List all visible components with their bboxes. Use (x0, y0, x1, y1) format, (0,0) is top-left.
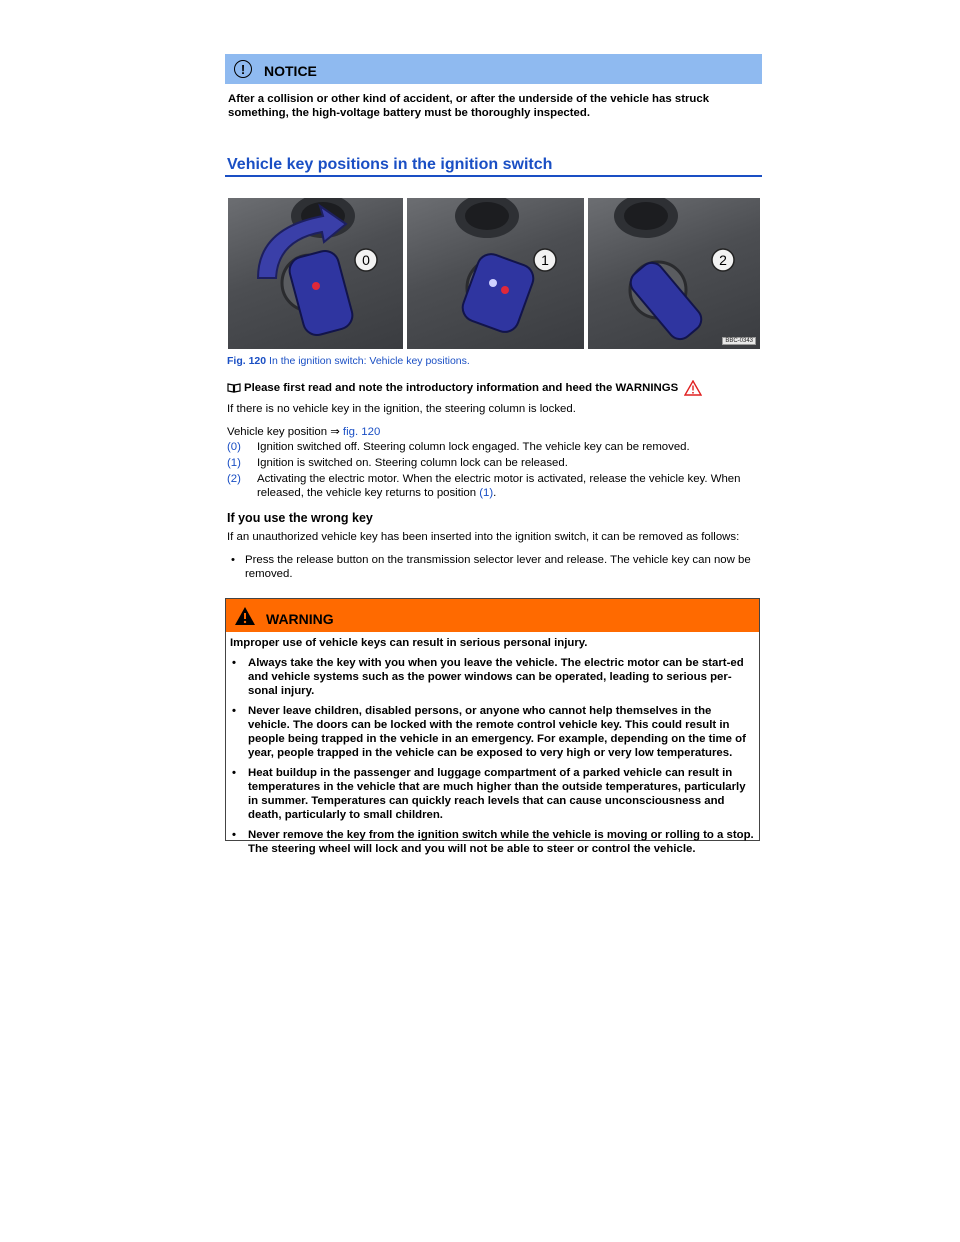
key-position-ref (227, 425, 380, 439)
notice-text: After a collision or other kind of accident, or after the underside of the vehicle has struck something, the high-voltage battery must be thoroughly inspected. (228, 93, 710, 119)
list-item-number: (2) (227, 473, 241, 485)
bullet-icon: • (232, 767, 236, 779)
warning-item (230, 828, 755, 856)
fig-120-link[interactable]: fig. 120 (339, 426, 381, 438)
key-position-prefix: Vehicle key position ⇒ (227, 426, 340, 438)
warning-item-text: Always take the key with you when you leave the vehicle. The electric motor can be start-ed and vehicle systems such as the power windows can be operated, leading to serious per-sonal injury. (248, 657, 744, 697)
warning-triangle-icon (234, 606, 256, 626)
bullet-icon: • (232, 657, 236, 669)
warning-triangle-icon[interactable] (684, 380, 702, 396)
warning-item-text: Heat buildup in the passenger and luggage compartment of a parked vehicle can result in temperatures in the vehicle that are much higher than the outside temperatures, particularly in summer. Temperatures can quickly reach levels that can cause unconsciousness and death, particularly to small children. (248, 767, 746, 821)
key-position-list (227, 440, 757, 502)
bullet-icon: • (231, 554, 235, 566)
list-item (227, 440, 757, 454)
list-item-text-suffix: . (493, 487, 497, 499)
figure-code: BBC-0343 (722, 337, 756, 345)
exclamation-circle-icon: ! (234, 60, 252, 78)
bullet-icon: • (232, 829, 236, 841)
list-item-text (257, 472, 757, 500)
wrong-key-bullet (227, 553, 759, 581)
bullet-icon: • (232, 705, 236, 717)
warning-box (225, 598, 760, 855)
panel-1-label: 1 (541, 252, 549, 268)
notice-title: NOTICE (264, 63, 317, 79)
list-item (227, 472, 757, 500)
list-item-text-main: Activating the electric motor. When the electric motor is activated, release the vehicle key. When released, the vehicle key returns to position (257, 473, 741, 499)
figure-panel-0 (228, 198, 403, 349)
section-divider (225, 175, 762, 177)
warning-item (230, 656, 755, 698)
wrong-key-bullet-text: Press the release button on the transmission selector lever and release. The vehicle key can now be removed. (245, 554, 751, 580)
list-item-text: Ignition switched off. Steering column lock engaged. The vehicle key can be removed. (257, 441, 690, 453)
panel-0-label: 0 (362, 252, 370, 268)
figure-panel-1 (407, 198, 584, 349)
figure-caption-text: In the ignition switch: Vehicle key positions. (266, 355, 470, 367)
warning-item-text: Never remove the key from the ignition switch while the vehicle is moving or rolling to a stop. The steering wheel will lock and you will not be able to steer or control the vehicle. (248, 829, 754, 855)
figure-panel-2 (588, 198, 760, 349)
figure-ignition-key-positions (228, 198, 760, 349)
figure-caption-number: Fig. 120 (227, 355, 267, 367)
warning-item (230, 766, 755, 822)
list-item-number: (1) (227, 457, 241, 469)
section-title: Vehicle key positions in the ignition switch (227, 156, 553, 173)
warning-body (226, 632, 759, 856)
figure-caption (227, 355, 470, 367)
notice-header (225, 54, 762, 84)
intro-line (227, 380, 702, 396)
position-1-link[interactable]: (1) (479, 487, 494, 499)
panel-2-label: 2 (719, 252, 727, 268)
wrong-key-heading: If you use the wrong key (227, 511, 373, 525)
warning-title: WARNING (266, 610, 334, 627)
warning-header (226, 599, 759, 632)
list-item-text: Ignition is switched on. Steering column lock can be released. (257, 457, 568, 469)
list-item (227, 456, 757, 470)
warning-item (230, 704, 755, 760)
list-item-number: (0) (227, 441, 241, 453)
book-icon (227, 383, 241, 393)
intro-text: Please first read and note the introductory information and heed the WARNINGS (244, 382, 679, 394)
steering-locked-text: If there is no vehicle key in the ignition, the steering column is locked. (227, 403, 576, 415)
warning-lead: Improper use of vehicle keys can result in serious personal injury. (230, 637, 588, 649)
wrong-key-text: If an unauthorized vehicle key has been inserted into the ignition switch, it can be removed as follows: (227, 531, 740, 543)
warning-item-text: Never leave children, disabled persons, or anyone who cannot help themselves in the vehicle. The doors can be locked with the remote control vehicle key. This could result in people being trapped in the vehicle in an emergency. For example, depending on the time of year, people trapped in the vehicle can be exposed to very high or very low temperatures. (248, 705, 746, 759)
